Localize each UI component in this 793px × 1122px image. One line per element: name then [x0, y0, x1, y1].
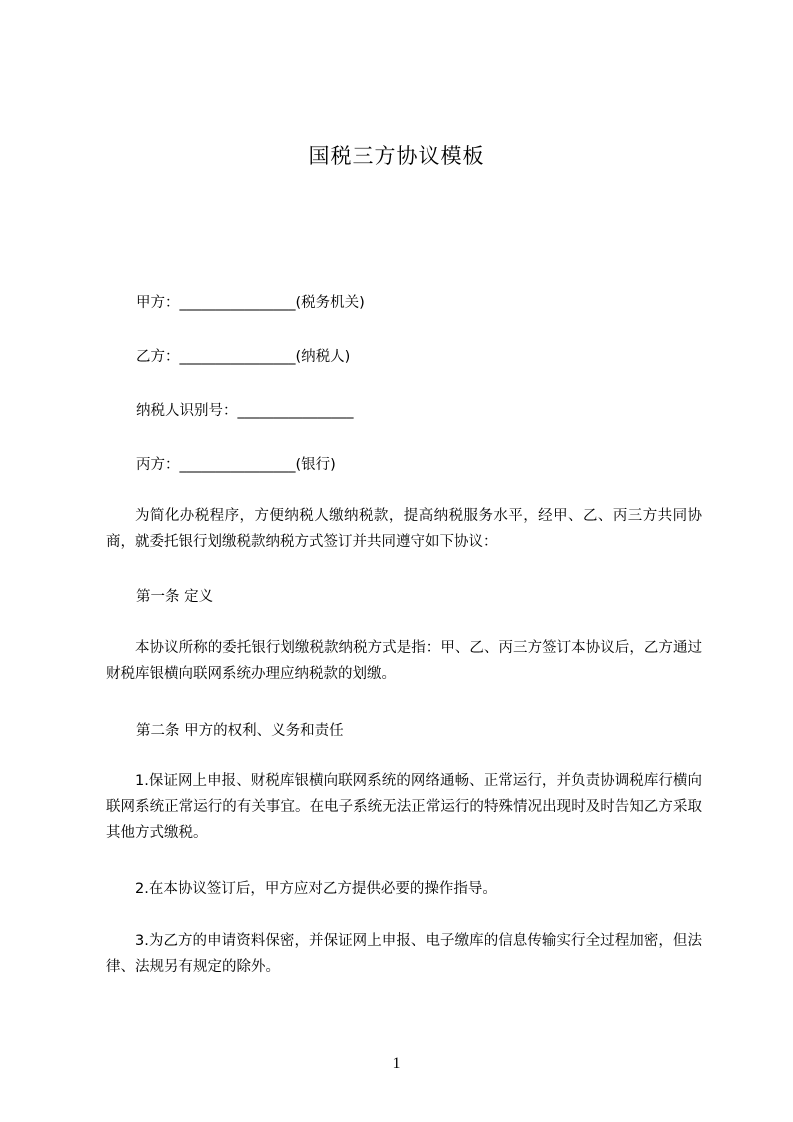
article1-paragraph: 本协议所称的委托银行划缴税款纳税方式是指：甲、乙、丙三方签订本协议后，乙方通过财税库银横向联网系统办理应纳税款的划缴。	[106, 640, 702, 682]
party-a-line: 甲方：________________(税务机关)	[136, 295, 365, 311]
page-number: 1	[392, 1055, 401, 1072]
preamble-paragraph: 为简化办税程序，方便纳税人缴纳税款，提高纳税服务水平，经甲、乙、丙三方共同协商，就委托银行划缴税款纳税方式签订并共同遵守如下协议：	[106, 508, 702, 550]
document-title: 国税三方协议模板	[308, 144, 485, 168]
party-b-line: 乙方：________________(纳税人)	[136, 349, 351, 365]
article2-item-1: 1.保证网上申报、财税库银横向联网系统的网络通畅、正常运行，并负责协调税库行横向联网系统正常运行的有关事宜。在电子系统无法正常运行的特殊情况出现时及时告知乙方采取其他方式缴税。	[106, 773, 702, 841]
article1-heading: 第一条 定义	[136, 589, 214, 605]
party-c-line: 丙方：________________(银行)	[136, 457, 336, 473]
taxpayer-id-line: 纳税人识别号：________________	[136, 403, 354, 419]
article2-item-2: 2.在本协议签订后，甲方应对乙方提供必要的操作指导。	[135, 881, 497, 897]
article2-heading: 第二条 甲方的权利、义务和责任	[136, 723, 344, 739]
article2-item-3: 3.为乙方的申请资料保密，并保证网上申报、电子缴库的信息传输实行全过程加密，但法律、法规另有规定的除外。	[106, 933, 702, 975]
